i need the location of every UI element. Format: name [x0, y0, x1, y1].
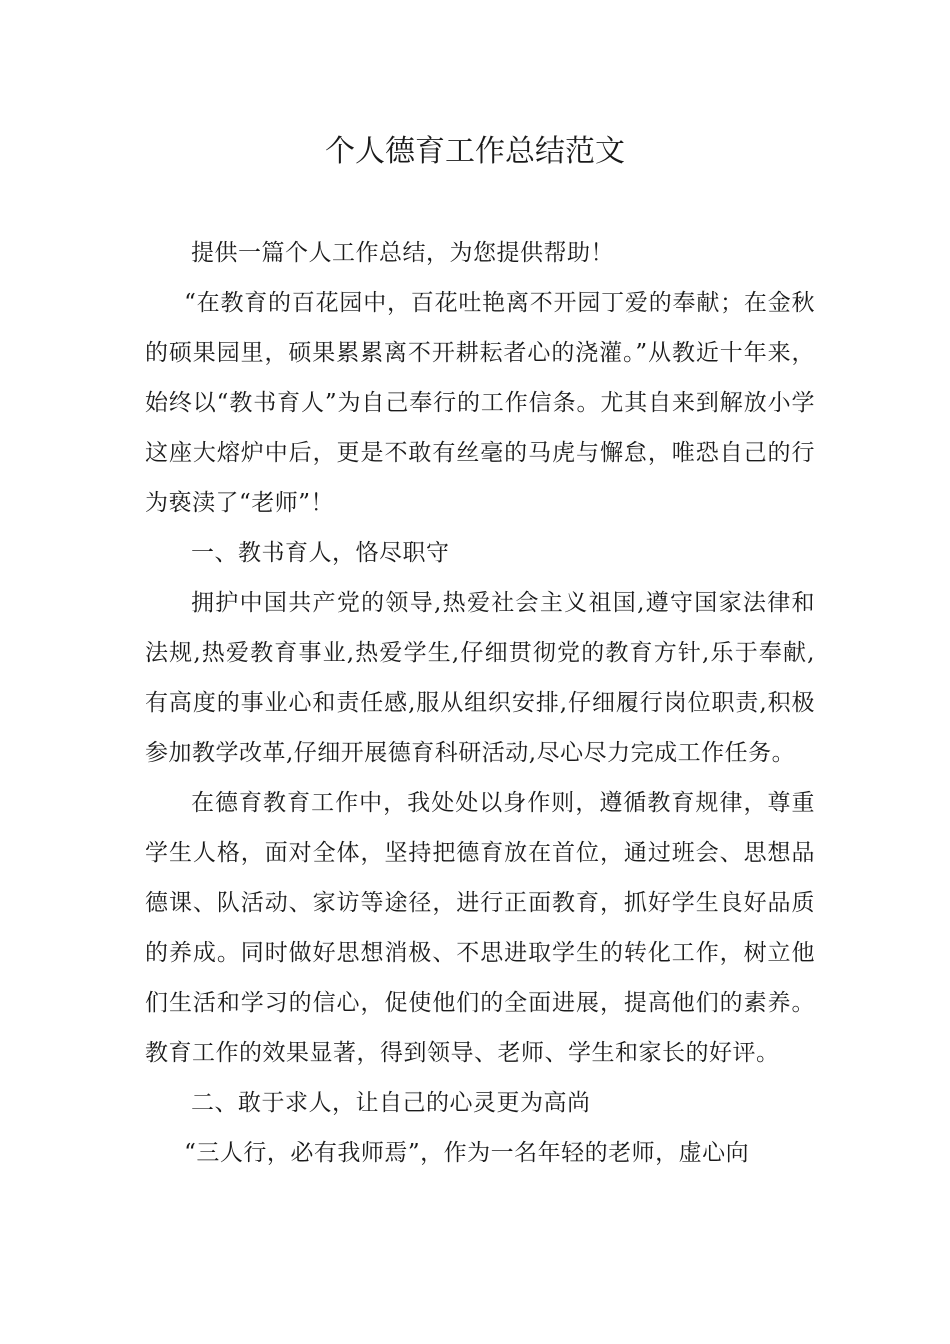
paragraph-moral-education: 在德育教育工作中，我处处以身作则，遵循教育规律，尊重学生人格，面对全体，坚持把德育放在首位，通过班会、思想品德课、队活动、家访等途径，进行正面教育，抓好学生良好品质的养成。同时做好思想消极、不思进取学生的转化工作，树立他们生活和学习的信心，促使他们的全面进展，提高他们的素养。教育工作的效果显著，得到领导、老师、学生和家长的好评。	[145, 790, 815, 1066]
section-heading-2: 二、敢于求人，让自己的心灵更为高尚	[191, 1090, 591, 1116]
paragraph-learning: “三人行，必有我师焉”，作为一名年轻的老师，虚心向	[184, 1140, 750, 1166]
paragraph-intro: 提供一篇个人工作总结，为您提供帮助！	[191, 240, 614, 266]
paragraph-duties: 拥护中国共产党的领导,热爱社会主义祖国,遵守国家法律和法规,热爱教育事业,热爱学生,仔细贯彻党的教育方针,乐于奉献,有高度的事业心和责任感,服从组织安排,仔细履行岗位职责,积极参加教学改革,仔细开展德育科研活动,尽心尽力完成工作任务。	[145, 590, 815, 766]
paragraph-quote: “在教育的百花园中，百花吐艳离不开园丁爱的奉献；在金秋的硕果园里，硕果累累离不开耕耘者心的浇灌。”从教近十年来，始终以“教书育人”为自己奉行的工作信条。尤其自来到解放小学这座大熔炉中后，更是不敢有丝毫的马虎与懈怠，唯恐自己的行为亵渎了“老师”！	[145, 290, 815, 516]
document-title: 个人德育工作总结范文	[325, 134, 625, 169]
section-heading-1: 一、教书育人，恪尽职守	[191, 540, 450, 566]
document-body	[145, 228, 815, 1178]
